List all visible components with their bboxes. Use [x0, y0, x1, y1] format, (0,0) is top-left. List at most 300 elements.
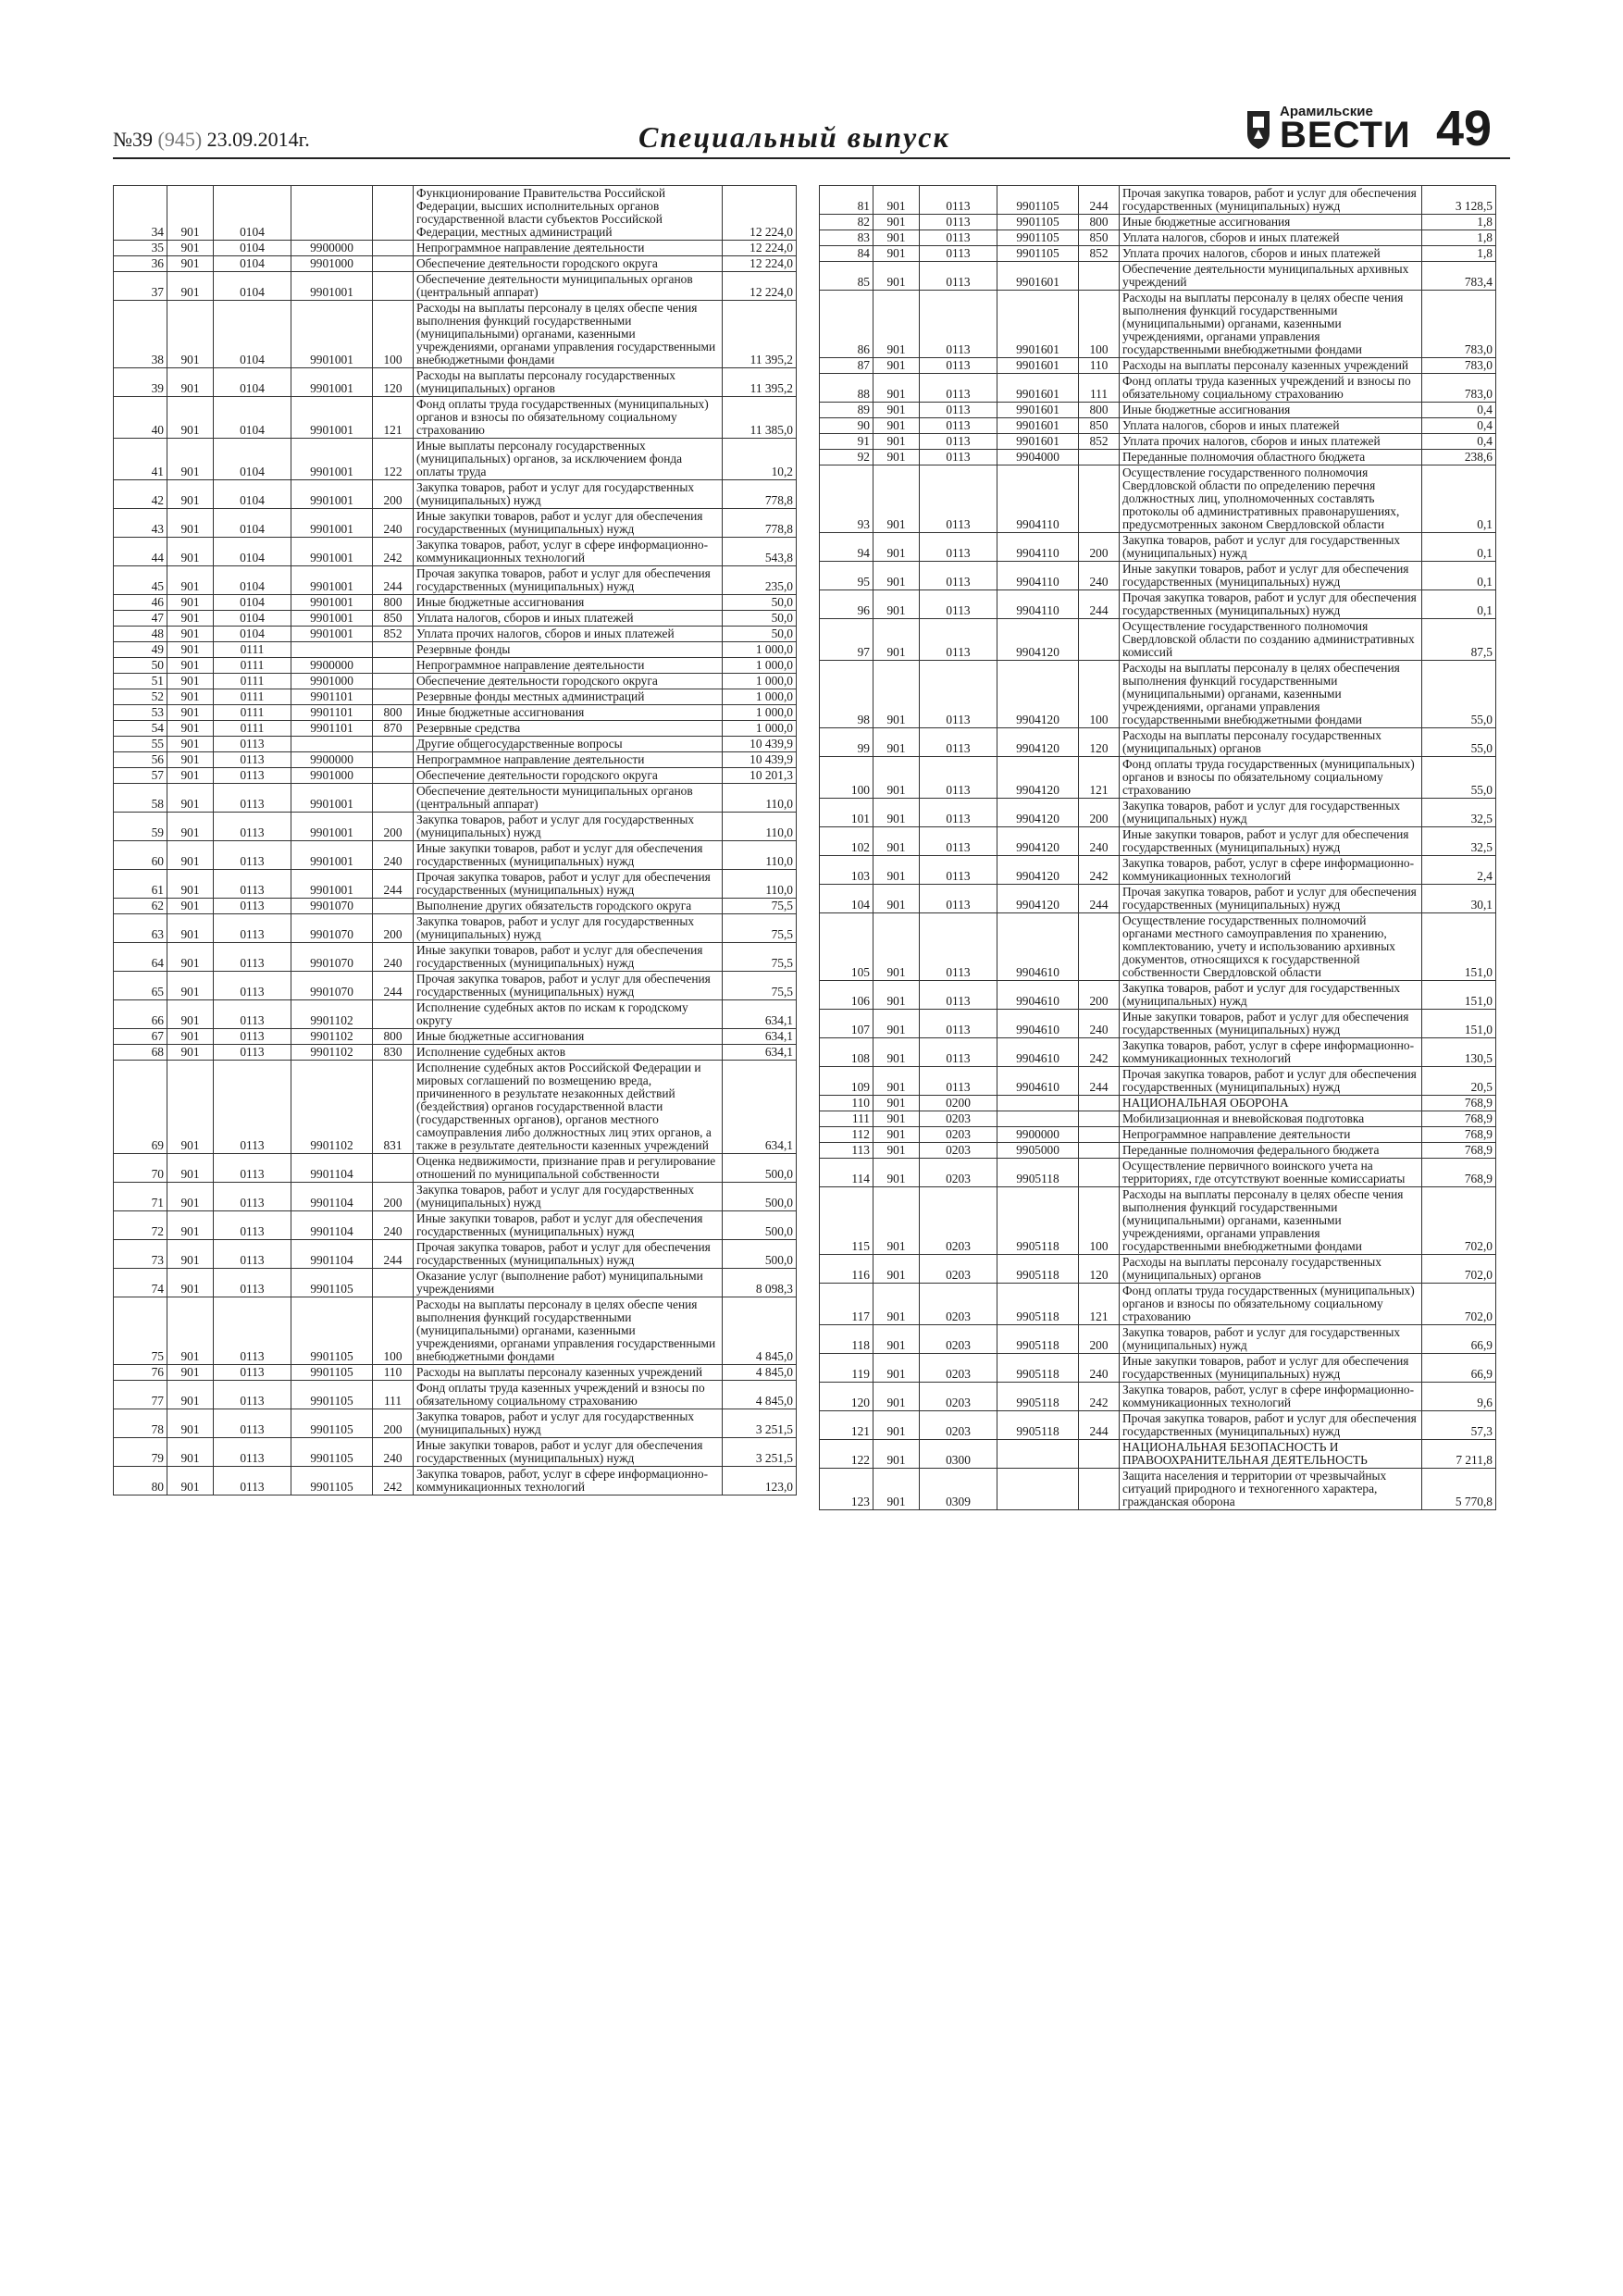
- section-code: 0113: [920, 291, 997, 358]
- admin-code: 901: [873, 262, 920, 291]
- admin-code: 901: [167, 1240, 214, 1269]
- table-row: [114, 1381, 797, 1409]
- expense-type-code: [373, 689, 414, 705]
- section-code: 0113: [920, 262, 997, 291]
- amount: 1 000,0: [723, 689, 797, 705]
- target-code: 9901102: [291, 1045, 373, 1061]
- amount: 11 395,2: [723, 368, 797, 397]
- description: Прочая закупка товаров, работ и услуг для обеспечения государственных (муниципальных) нужд: [414, 1240, 723, 1269]
- target-code: 9901001: [291, 272, 373, 301]
- amount: 10 439,9: [723, 752, 797, 768]
- admin-code: 901: [873, 1038, 920, 1067]
- description: Закупка товаров, работ и услуг для государственных (муниципальных) нужд: [1120, 981, 1422, 1010]
- section-code: 0203: [920, 1255, 997, 1284]
- table-row: [820, 827, 1496, 856]
- target-code: [291, 737, 373, 752]
- admin-code: 901: [167, 737, 214, 752]
- target-code: 9901001: [291, 480, 373, 509]
- row-number: 115: [820, 1187, 873, 1255]
- description: Расходы на выплаты персоналу государственных (муниципальных) органов: [1120, 728, 1422, 757]
- target-code: 9901001: [291, 595, 373, 611]
- table-row: [820, 1096, 1496, 1111]
- amount: 2,4: [1422, 856, 1496, 885]
- row-number: 120: [820, 1383, 873, 1411]
- description: Расходы на выплаты персоналу казенных учреждений: [414, 1365, 723, 1381]
- expense-type-code: 830: [373, 1045, 414, 1061]
- row-number: 39: [114, 368, 167, 397]
- section-code: 0300: [920, 1440, 997, 1469]
- table-row: [820, 1354, 1496, 1383]
- section-code: 0111: [214, 674, 291, 689]
- section-code: 0111: [214, 705, 291, 721]
- admin-code: 901: [167, 1438, 214, 1467]
- expense-type-code: [373, 784, 414, 813]
- expense-type-code: [1079, 262, 1120, 291]
- table-row: [820, 215, 1496, 230]
- description: НАЦИОНАЛЬНАЯ ОБОРОНА: [1120, 1096, 1422, 1111]
- target-code: 9904120: [997, 827, 1079, 856]
- row-number: 101: [820, 799, 873, 827]
- target-code: 9901601: [997, 434, 1079, 450]
- admin-code: 901: [167, 256, 214, 272]
- admin-code: 901: [167, 509, 214, 538]
- section-code: 0104: [214, 480, 291, 509]
- amount: 1 000,0: [723, 705, 797, 721]
- table-row: [114, 1269, 797, 1297]
- target-code: 9904120: [997, 885, 1079, 913]
- table-row: [820, 533, 1496, 562]
- row-number: 96: [820, 590, 873, 619]
- amount: 702,0: [1422, 1284, 1496, 1325]
- row-number: 65: [114, 972, 167, 1000]
- admin-code: 901: [167, 627, 214, 642]
- amount: 5 770,8: [1422, 1469, 1496, 1510]
- amount: 32,5: [1422, 827, 1496, 856]
- expense-type-code: [1079, 1440, 1120, 1469]
- row-number: 57: [114, 768, 167, 784]
- section-code: 0113: [920, 1067, 997, 1096]
- description: Резервные фонды: [414, 642, 723, 658]
- row-number: 100: [820, 757, 873, 799]
- row-number: 35: [114, 241, 167, 256]
- row-number: 87: [820, 358, 873, 374]
- target-code: 9901601: [997, 291, 1079, 358]
- table-row: [820, 262, 1496, 291]
- amount: 3 251,5: [723, 1438, 797, 1467]
- row-number: 106: [820, 981, 873, 1010]
- amount: 0,4: [1422, 434, 1496, 450]
- target-code: 9901101: [291, 705, 373, 721]
- row-number: 51: [114, 674, 167, 689]
- expense-type-code: 244: [373, 870, 414, 899]
- table-row: [820, 661, 1496, 728]
- table-row: [114, 674, 797, 689]
- target-code: 9901001: [291, 439, 373, 480]
- expense-type-code: [1079, 450, 1120, 465]
- target-code: 9905118: [997, 1284, 1079, 1325]
- description: Прочая закупка товаров, работ и услуг для обеспечения государственных (муниципальных) нужд: [414, 566, 723, 595]
- table-row: [820, 757, 1496, 799]
- target-code: 9901102: [291, 1000, 373, 1029]
- description: Защита населения и территории от чрезвычайных ситуаций природного и техногенного характера, гражданская оборона: [1120, 1469, 1422, 1510]
- row-number: 36: [114, 256, 167, 272]
- description: Прочая закупка товаров, работ и услуг для обеспечения государственных (муниципальных) нужд: [1120, 885, 1422, 913]
- row-number: 46: [114, 595, 167, 611]
- section-code: 0113: [920, 913, 997, 981]
- expense-type-code: [373, 752, 414, 768]
- table-row: [114, 1000, 797, 1029]
- admin-code: 901: [873, 374, 920, 403]
- row-number: 37: [114, 272, 167, 301]
- expense-type-code: [1079, 1469, 1120, 1510]
- amount: 1 000,0: [723, 642, 797, 658]
- section-code: 0111: [214, 642, 291, 658]
- page-number: 49: [1436, 101, 1493, 156]
- target-code: 9900000: [997, 1127, 1079, 1143]
- table-row: [820, 1284, 1496, 1325]
- table-row: [114, 752, 797, 768]
- table-row: [820, 1469, 1496, 1510]
- amount: 768,9: [1422, 1143, 1496, 1159]
- row-number: 80: [114, 1467, 167, 1496]
- target-code: 9904610: [997, 1010, 1079, 1038]
- admin-code: 901: [167, 480, 214, 509]
- description: Закупка товаров, работ, услуг в сфере информационно-коммуникационных технологий: [1120, 1038, 1422, 1067]
- section-code: 0113: [920, 450, 997, 465]
- section-code: 0203: [920, 1143, 997, 1159]
- target-code: 9901001: [291, 611, 373, 627]
- amount: 55,0: [1422, 757, 1496, 799]
- section-code: 0113: [920, 533, 997, 562]
- table-row: [114, 972, 797, 1000]
- target-code: 9901000: [291, 256, 373, 272]
- table-row: [114, 1211, 797, 1240]
- row-number: 44: [114, 538, 167, 566]
- row-number: 89: [820, 403, 873, 418]
- description: Закупка товаров, работ, услуг в сфере информационно-коммуникационных технологий: [414, 538, 723, 566]
- expense-type-code: 244: [1079, 1411, 1120, 1440]
- section-code: 0104: [214, 611, 291, 627]
- row-number: 103: [820, 856, 873, 885]
- target-code: 9901601: [997, 403, 1079, 418]
- expense-type-code: [373, 642, 414, 658]
- section-code: 0113: [214, 1297, 291, 1365]
- amount: 75,5: [723, 943, 797, 972]
- section-code: 0203: [920, 1284, 997, 1325]
- amount: 0,1: [1422, 590, 1496, 619]
- expense-type-code: 200: [1079, 981, 1120, 1010]
- admin-code: 901: [167, 943, 214, 972]
- target-code: 9904110: [997, 533, 1079, 562]
- amount: 55,0: [1422, 728, 1496, 757]
- target-code: 9904110: [997, 465, 1079, 533]
- table-row: [114, 870, 797, 899]
- admin-code: 901: [873, 1469, 920, 1510]
- admin-code: 901: [873, 403, 920, 418]
- description: Резервные средства: [414, 721, 723, 737]
- admin-code: 901: [167, 768, 214, 784]
- table-row: [114, 1438, 797, 1467]
- header-divider: [113, 157, 1510, 159]
- description: Обеспечение деятельности городского округа: [414, 256, 723, 272]
- target-code: 9901101: [291, 689, 373, 705]
- target-code: [997, 1096, 1079, 1111]
- target-code: 9901105: [291, 1269, 373, 1297]
- amount: 151,0: [1422, 981, 1496, 1010]
- row-number: 111: [820, 1111, 873, 1127]
- admin-code: 901: [873, 885, 920, 913]
- table-row: [820, 1111, 1496, 1127]
- row-number: 119: [820, 1354, 873, 1383]
- admin-code: 901: [167, 439, 214, 480]
- row-number: 122: [820, 1440, 873, 1469]
- description: Обеспечение деятельности муниципальных архивных учреждений: [1120, 262, 1422, 291]
- target-code: 9901001: [291, 301, 373, 368]
- section-code: 0113: [920, 1038, 997, 1067]
- expense-type-code: [373, 241, 414, 256]
- description: Иные закупки товаров, работ и услуг для обеспечения государственных (муниципальных) нужд: [1120, 1354, 1422, 1383]
- section-code: 0113: [920, 246, 997, 262]
- description: Непрограммное направление деятельности: [414, 241, 723, 256]
- admin-code: 901: [167, 841, 214, 870]
- section-code: 0113: [920, 590, 997, 619]
- amount: 768,9: [1422, 1111, 1496, 1127]
- table-row: [114, 943, 797, 972]
- description: Иные закупки товаров, работ и услуг для обеспечения государственных (муниципальных) нужд: [414, 841, 723, 870]
- target-code: 9901001: [291, 841, 373, 870]
- row-number: 42: [114, 480, 167, 509]
- description: Иные бюджетные ассигнования: [1120, 215, 1422, 230]
- expense-type-code: 100: [1079, 1187, 1120, 1255]
- section-code: 0113: [920, 757, 997, 799]
- expense-type-code: 200: [373, 813, 414, 841]
- row-number: 108: [820, 1038, 873, 1067]
- amount: 50,0: [723, 627, 797, 642]
- amount: 238,6: [1422, 450, 1496, 465]
- section-code: 0104: [214, 256, 291, 272]
- section-code: 0104: [214, 368, 291, 397]
- expense-type-code: 111: [1079, 374, 1120, 403]
- description: Фонд оплаты труда государственных (муниципальных) органов и взносы по обязательному социальному страхованию: [1120, 1284, 1422, 1325]
- description: Осуществление государственного полномочия Свердловской области по определению перечня должностных лиц, уполномоченных составлять протоколы об административных правонарушениях, предусмотренных законом Свердловской области: [1120, 465, 1422, 533]
- description: Фонд оплаты труда казенных учреждений и взносы по обязательному социальному страхованию: [414, 1381, 723, 1409]
- description: Исполнение судебных актов: [414, 1045, 723, 1061]
- description: Осуществление государственного полномочия Свердловской области по созданию административных комиссий: [1120, 619, 1422, 661]
- amount: 0,4: [1422, 403, 1496, 418]
- row-number: 113: [820, 1143, 873, 1159]
- table-row: [114, 658, 797, 674]
- admin-code: 901: [167, 674, 214, 689]
- row-number: 112: [820, 1127, 873, 1143]
- description: Другие общегосударственные вопросы: [414, 737, 723, 752]
- row-number: 69: [114, 1061, 167, 1154]
- table-row: [114, 705, 797, 721]
- row-number: 82: [820, 215, 873, 230]
- admin-code: 901: [167, 870, 214, 899]
- section-code: 0113: [214, 784, 291, 813]
- section-code: 0113: [214, 1240, 291, 1269]
- table-row: [820, 885, 1496, 913]
- expense-type-code: 852: [373, 627, 414, 642]
- section-code: 0113: [920, 230, 997, 246]
- table-row: [114, 642, 797, 658]
- expense-type-code: [1079, 619, 1120, 661]
- row-number: 83: [820, 230, 873, 246]
- row-number: 67: [114, 1029, 167, 1045]
- table-row: [114, 1467, 797, 1496]
- expense-type-code: 800: [1079, 215, 1120, 230]
- admin-code: 901: [873, 1411, 920, 1440]
- table-row: [820, 619, 1496, 661]
- expense-type-code: 240: [373, 841, 414, 870]
- row-number: 110: [820, 1096, 873, 1111]
- amount: 0,4: [1422, 418, 1496, 434]
- admin-code: 901: [873, 981, 920, 1010]
- target-code: [997, 1111, 1079, 1127]
- row-number: 85: [820, 262, 873, 291]
- section-code: 0104: [214, 538, 291, 566]
- section-code: 0104: [214, 595, 291, 611]
- admin-code: 901: [167, 721, 214, 737]
- admin-code: 901: [873, 827, 920, 856]
- table-row: [114, 784, 797, 813]
- amount: 1,8: [1422, 215, 1496, 230]
- amount: 57,3: [1422, 1411, 1496, 1440]
- target-code: [997, 1469, 1079, 1510]
- section-code: 0113: [214, 813, 291, 841]
- description: Прочая закупка товаров, работ и услуг для обеспечения государственных (муниципальных) нужд: [1120, 1067, 1422, 1096]
- admin-code: 901: [167, 1183, 214, 1211]
- description: Непрограммное направление деятельности: [414, 752, 723, 768]
- expense-type-code: [1079, 1143, 1120, 1159]
- row-number: 71: [114, 1183, 167, 1211]
- target-code: 9901104: [291, 1183, 373, 1211]
- amount: 634,1: [723, 1000, 797, 1029]
- admin-code: 901: [873, 799, 920, 827]
- admin-code: 901: [167, 914, 214, 943]
- target-code: 9901105: [997, 186, 1079, 215]
- section-code: 0104: [214, 186, 291, 241]
- target-code: 9905118: [997, 1159, 1079, 1187]
- row-number: 53: [114, 705, 167, 721]
- expense-type-code: [373, 737, 414, 752]
- table-row: [114, 1240, 797, 1269]
- table-row: [820, 1067, 1496, 1096]
- table-row: [114, 1029, 797, 1045]
- admin-code: 901: [167, 301, 214, 368]
- section-code: 0104: [214, 272, 291, 301]
- expense-type-code: 240: [1079, 1354, 1120, 1383]
- section-code: 0113: [920, 661, 997, 728]
- expense-type-code: 120: [1079, 728, 1120, 757]
- amount: 0,1: [1422, 562, 1496, 590]
- section-code: 0113: [920, 1010, 997, 1038]
- amount: 110,0: [723, 841, 797, 870]
- row-number: 60: [114, 841, 167, 870]
- expense-type-code: 240: [1079, 562, 1120, 590]
- admin-code: 901: [167, 972, 214, 1000]
- table-row: [820, 1010, 1496, 1038]
- amount: 768,9: [1422, 1127, 1496, 1143]
- table-row: [114, 595, 797, 611]
- expense-type-code: 852: [1079, 246, 1120, 262]
- row-number: 55: [114, 737, 167, 752]
- expense-type-code: [1079, 913, 1120, 981]
- target-code: 9900000: [291, 658, 373, 674]
- section-code: 0113: [214, 737, 291, 752]
- amount: 75,5: [723, 899, 797, 914]
- description: Расходы на выплаты персоналу в целях обеспе чения выполнения функций государственными (муниципальными) органами, казенными учреждениями, органами управления государственными внебюджетными фондами: [1120, 291, 1422, 358]
- target-code: 9901070: [291, 943, 373, 972]
- budget-table-right: [819, 185, 1496, 1510]
- admin-code: 901: [167, 1154, 214, 1183]
- row-number: 118: [820, 1325, 873, 1354]
- admin-code: 901: [873, 358, 920, 374]
- description: Уплата прочих налогов, сборов и иных платежей: [1120, 434, 1422, 450]
- target-code: 9901000: [291, 768, 373, 784]
- amount: 235,0: [723, 566, 797, 595]
- description: Прочая закупка товаров, работ и услуг для обеспечения государственных (муниципальных) нужд: [414, 870, 723, 899]
- expense-type-code: 870: [373, 721, 414, 737]
- section-code: 0113: [920, 827, 997, 856]
- admin-code: 901: [873, 728, 920, 757]
- description: Закупка товаров, работ и услуг для государственных (муниципальных) нужд: [414, 480, 723, 509]
- description: Прочая закупка товаров, работ и услуг для обеспечения государственных (муниципальных) нужд: [414, 972, 723, 1000]
- table-row: [114, 813, 797, 841]
- table-row: [820, 981, 1496, 1010]
- amount: 500,0: [723, 1154, 797, 1183]
- description: Иные закупки товаров, работ и услуг для обеспечения государственных (муниципальных) нужд: [414, 1211, 723, 1240]
- row-number: 121: [820, 1411, 873, 1440]
- table-row: [114, 241, 797, 256]
- description: Расходы на выплаты персоналу в целях обеспечения выполнения функций государственными (муниципальными) органами, казенными учреждениями, органами управления государственными внебюджетными фондами: [1120, 661, 1422, 728]
- admin-code: 901: [167, 1381, 214, 1409]
- description: Расходы на выплаты персоналу в целях обеспе чения выполнения функций государственными (муниципальными) органами, казенными учреждениями, органами управления государственными внебюджетными фондами: [414, 1297, 723, 1365]
- admin-code: 901: [167, 272, 214, 301]
- row-number: 105: [820, 913, 873, 981]
- table-row: [820, 230, 1496, 246]
- row-number: 58: [114, 784, 167, 813]
- description: Функционирование Правительства Российской Федерации, высших исполнительных органов государственной власти субъектов Российской Федерации, местных администраций: [414, 186, 723, 241]
- table-row: [114, 566, 797, 595]
- description: Уплата прочих налогов, сборов и иных платежей: [414, 627, 723, 642]
- table-row: [114, 1154, 797, 1183]
- section-code: 0203: [920, 1383, 997, 1411]
- expense-type-code: [373, 899, 414, 914]
- admin-code: 901: [167, 611, 214, 627]
- expense-type-code: 244: [1079, 590, 1120, 619]
- row-number: 91: [820, 434, 873, 450]
- description: Осуществление государственных полномочий органами местного самоуправления по хранению, комплектованию, учету и использованию архивных документов, относящихся к государственной собственности Свердловской области: [1120, 913, 1422, 981]
- expense-type-code: 111: [373, 1381, 414, 1409]
- amount: 1 000,0: [723, 658, 797, 674]
- admin-code: 901: [873, 450, 920, 465]
- expense-type-code: 200: [1079, 1325, 1120, 1354]
- expense-type-code: 120: [1079, 1255, 1120, 1284]
- target-code: 9904000: [997, 450, 1079, 465]
- amount: 4 845,0: [723, 1381, 797, 1409]
- expense-type-code: 852: [1079, 434, 1120, 450]
- admin-code: 901: [873, 1096, 920, 1111]
- issue-info: [113, 128, 310, 152]
- row-number: 66: [114, 1000, 167, 1029]
- admin-code: 901: [167, 1409, 214, 1438]
- admin-code: 901: [167, 538, 214, 566]
- admin-code: 901: [873, 1440, 920, 1469]
- amount: 55,0: [1422, 661, 1496, 728]
- section-code: 0113: [214, 972, 291, 1000]
- expense-type-code: 120: [373, 368, 414, 397]
